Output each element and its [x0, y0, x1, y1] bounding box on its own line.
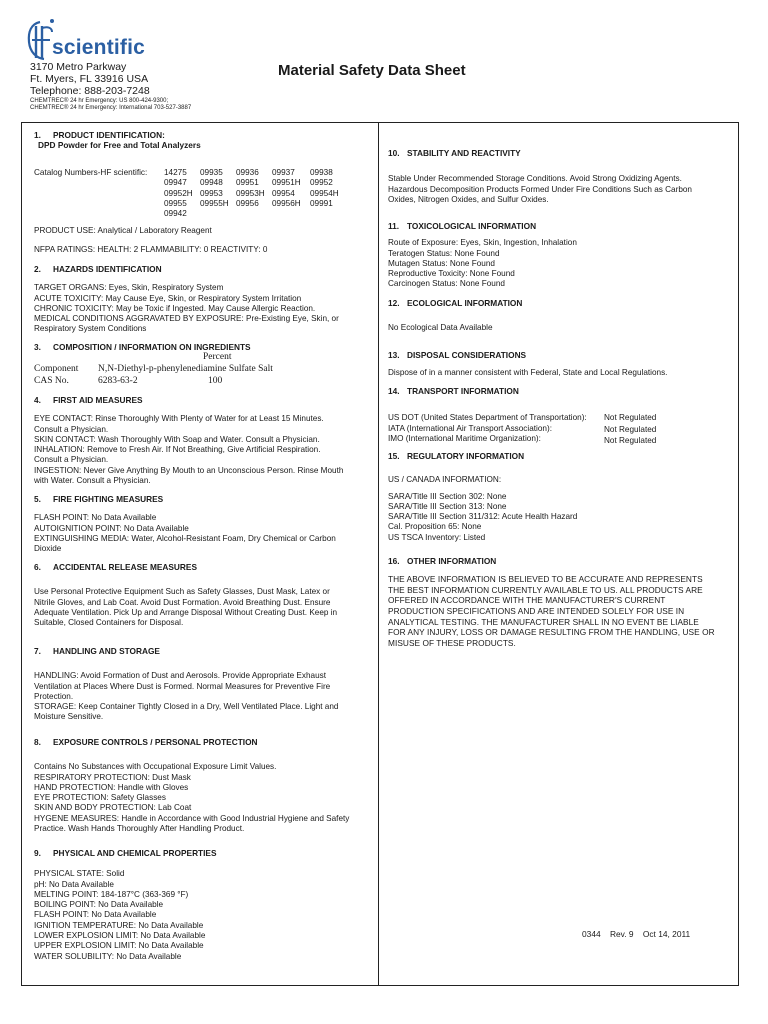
section-heading: 8. EXPOSURE CONTROLS / PERSONAL PROTECTION: [34, 737, 258, 747]
text-line: Stable Under Recommended Storage Conditions. Avoid Strong Oxidizing Agents.: [388, 174, 682, 184]
text-line: SARA/Title III Section 313: None: [388, 501, 507, 511]
text-line: Oxides, Nitrogen Oxides, and Sulfur Oxides.: [388, 194, 549, 204]
section-heading: 3. COMPOSITION / INFORMATION ON INGREDIENTS: [34, 342, 251, 352]
section-7: [34, 646, 372, 723]
chemtrec-us: CHEMTREC® 24 hr Emergency: US 800-424-9300;: [30, 98, 169, 104]
text-line: Consult a Physician.: [34, 455, 109, 465]
text-line: THE ABOVE INFORMATION IS BELIEVED TO BE ACCURATE AND REPRESENTS: [388, 574, 703, 585]
text-line: EXTINGUISHING MEDIA: Water, Alcohol-Resistant Foam, Dry Chemical or Carbon: [34, 533, 336, 543]
section-heading: 15. REGULATORY INFORMATION: [388, 451, 525, 461]
text-line: Consult a Physician.: [34, 424, 109, 434]
section-14: [388, 386, 730, 396]
text-line: INGESTION: Never Give Anything By Mouth to an Unconscious Person. Rinse Mouth: [34, 465, 344, 475]
text-line: Suitable, Closed Containers for Disposal.: [34, 618, 184, 628]
section-8: [34, 737, 372, 834]
catalog-row: 09955 09955H 09956 09956H 09991: [164, 198, 333, 208]
section-heading: 9. PHYSICAL AND CHEMICAL PROPERTIES: [34, 848, 217, 858]
text-line: Dioxide: [34, 544, 62, 554]
text-line: AUTOIGNITION POINT: No Data Available: [34, 523, 189, 533]
cas-value: 6283-63-2: [98, 376, 138, 386]
text-line: ACUTE TOXICITY: May Cause Eye, Skin, or Respiratory System Irritation: [34, 293, 302, 303]
text-line: PHYSICAL STATE: Solid: [34, 869, 125, 879]
percent-header: Percent: [203, 352, 232, 362]
text-line: US TSCA Inventory: Listed: [388, 532, 486, 542]
text-line: Ventilation at Places Where Dust is Formed. Normal Measures for Preventive Fire: [34, 681, 331, 691]
text-line: Mutagen Status: None Found: [388, 258, 495, 268]
section-heading: 11. TOXICOLOGICAL INFORMATION: [388, 221, 537, 231]
catalog-row: 09952H 09953 09953H 09954 09954H: [164, 188, 339, 198]
section-heading: 6. ACCIDENTAL RELEASE MEASURES: [34, 562, 197, 572]
catalog-row: 09942: [164, 209, 187, 219]
catalog-numbers: [164, 168, 346, 219]
text-line: EYE PROTECTION: Safety Glasses: [34, 793, 166, 803]
telephone: Telephone: 888-203-7248: [30, 85, 150, 97]
section-heading: 10. STABILITY AND REACTIVITY: [388, 148, 521, 158]
text-line: with Water. Consult a Physician.: [34, 476, 151, 486]
text-line: Route of Exposure: Eyes, Skin, Ingestion, Inhalation: [388, 238, 577, 248]
cas-label: CAS No.: [34, 376, 69, 386]
text-line: Cal. Proposition 65: None: [388, 522, 482, 532]
text-line: Reproductive Toxicity: None Found: [388, 269, 515, 279]
component-label: Component: [34, 364, 79, 374]
section-1: [34, 130, 372, 151]
text-line: WATER SOLUBILITY: No Data Available: [34, 951, 182, 961]
document-footer: [582, 929, 690, 939]
text-line: CHRONIC TOXICITY: May be Toxic if Ingested. May Cause Allergic Reaction.: [34, 303, 316, 313]
logo-text: scientific: [52, 36, 146, 59]
text-line: SARA/Title III Section 302: None: [388, 491, 507, 501]
catalog-row: 14275 09935 09936 09937 09938: [164, 168, 333, 177]
section-heading: 1. PRODUCT IDENTIFICATION:: [34, 130, 165, 140]
address-line2: Ft. Myers, FL 33916 USA: [30, 73, 149, 85]
text-line: MEDICAL CONDITIONS AGGRAVATED BY EXPOSURE: Pre-Existing Eye, Skin, or: [34, 314, 339, 324]
section-6: [34, 562, 372, 628]
section-heading: 13. DISPOSAL CONSIDERATIONS: [388, 350, 527, 360]
text-line: LOWER EXPLOSION LIMIT: No Data Available: [34, 931, 206, 941]
section-16: [388, 556, 730, 648]
text-line: Teratogen Status: None Found: [388, 248, 500, 258]
section-15: [388, 451, 730, 543]
transport-label: IATA (International Air Transport Association):: [388, 424, 552, 433]
component-value: N,N-Diethyl-p-phenylenediamine Sulfate Salt: [98, 364, 273, 374]
text-line: PRODUCTION SPECIFICATIONS AND ARE INTENDED SOLELY FOR USE IN: [388, 606, 685, 617]
text-line: Carcinogen Status: None Found: [388, 279, 505, 289]
section-12: [388, 298, 730, 334]
text-line: HAND PROTECTION: Handle with Gloves: [34, 782, 189, 792]
text-line: HYGENE MEASURES: Handle in Accordance with Good Industrial Hygiene and Safety: [34, 813, 350, 823]
section-heading: 2. HAZARDS IDENTIFICATION: [34, 264, 162, 274]
product-name: DPD Powder for Free and Total Analyzers: [38, 140, 201, 151]
nfpa-ratings: NFPA RATINGS: HEALTH: 2 FLAMMABILITY: 0 REACTIVITY: 0: [34, 245, 268, 254]
text-line: FLASH POINT: No Data Available: [34, 513, 157, 523]
section-11: [388, 221, 730, 290]
catalog-label: Catalog Numbers-HF scientific:: [34, 168, 148, 177]
text-line: Practice. Wash Hands Thoroughly After Handling Product.: [34, 824, 245, 834]
section-heading: 16. OTHER INFORMATION: [388, 556, 497, 566]
text-line: UPPER EXPLOSION LIMIT: No Data Available: [34, 941, 204, 951]
section-heading: 7. HANDLING AND STORAGE: [34, 646, 160, 656]
product-use: PRODUCT USE: Analytical / Laboratory Reagent: [34, 226, 212, 235]
address-line1: 3170 Metro Parkway: [30, 61, 127, 73]
text-line: Moisture Sensitive.: [34, 712, 104, 722]
regulatory-intro: US / CANADA INFORMATION:: [388, 475, 502, 485]
text-line: SKIN CONTACT: Wash Thoroughly With Soap and Water. Consult a Physician.: [34, 434, 320, 444]
text-line: ANALYTICAL TESTING. THE MANUFACTURER SHALL IN NO EVENT BE LIABLE: [388, 616, 699, 627]
text-line: Dispose of in a manner consistent with Federal, State and Local Regulations.: [388, 368, 668, 378]
transport-value: Not Regulated: [604, 413, 657, 422]
catalog-row: 09947 09948 09951 09951H 09952: [164, 178, 333, 188]
doc-number: 0344: [582, 929, 601, 939]
section-heading: 4. FIRST AID MEASURES: [34, 395, 143, 405]
text-line: HANDLING: Avoid Formation of Dust and Aerosols. Provide Appropriate Exhaust: [34, 671, 327, 681]
section-heading: 12. ECOLOGICAL INFORMATION: [388, 298, 523, 308]
text-line: EYE CONTACT: Rinse Thoroughly With Plenty of Water for at Least 15 Minutes.: [34, 414, 324, 424]
text-line: TARGET ORGANS: Eyes, Skin, Respiratory System: [34, 283, 224, 293]
text-line: Protection.: [34, 691, 74, 701]
section-10: [388, 148, 730, 205]
text-line: OFFERED IN ACCORDANCE WITH THE MANUFACTURER'S CURRENT: [388, 595, 666, 606]
text-line: Contains No Substances with Occupational Exposure Limit Values.: [34, 762, 277, 772]
column-divider: [378, 123, 379, 985]
text-line: RESPIRATORY PROTECTION: Dust Mask: [34, 772, 191, 782]
section-3: [34, 342, 372, 352]
text-line: SKIN AND BODY PROTECTION: Lab Coat: [34, 803, 192, 813]
text-line: BOILING POINT: No Data Available: [34, 900, 164, 910]
text-line: THE BEST INFORMATION CURRENTLY AVAILABLE TO US. ALL PRODUCTS ARE: [388, 584, 703, 595]
transport-label: US DOT (United States Department of Transportation):: [388, 413, 587, 422]
text-line: Hazardous Decomposition Products Formed Under Fire Conditions Such as Carbon: [388, 184, 692, 194]
document-title: Material Safety Data Sheet: [278, 62, 466, 79]
text-line: FLASH POINT: No Data Available: [34, 910, 157, 920]
revision: Rev. 9: [609, 929, 634, 939]
transport-label: IMO (International Maritime Organization):: [388, 434, 541, 443]
section-2: [34, 264, 372, 335]
percent-value: 100: [208, 376, 223, 386]
chemtrec-intl: CHEMTREC® 24 hr Emergency: International 703-527-3887: [30, 105, 192, 111]
section-4: [34, 395, 372, 486]
text-line: IGNITION TEMPERATURE: No Data Available: [34, 920, 204, 930]
revision-date: Oct 14, 2011: [642, 929, 691, 939]
text-line: Nitrile Gloves, and Lab Coat. Avoid Dust Formation. Avoid Breathing Dust. Ensure: [34, 597, 331, 607]
text-line: MELTING POINT: 184-187°C (363-369 °F): [34, 889, 189, 899]
text-line: STORAGE: Keep Container Tightly Closed in a Dry, Well Ventilated Place. Light and: [34, 702, 339, 712]
section-heading: 14. TRANSPORT INFORMATION: [388, 386, 519, 396]
section-13: [388, 350, 730, 379]
text-line: pH: No Data Available: [34, 879, 114, 889]
section-5: [34, 494, 372, 554]
transport-value: Not Regulated: [604, 436, 657, 445]
text-line: Adequate Ventilation. Pick Up and Arrange Disposal Without Creating Dust. Keep in: [34, 607, 338, 617]
transport-value: Not Regulated: [604, 425, 657, 434]
text-line: No Ecological Data Available: [388, 323, 493, 333]
text-line: FOR ANY INJURY, LOSS OR DAMAGE RESULTING FROM THE HANDLING, USE OR: [388, 627, 715, 638]
text-line: SARA/Title III Section 311/312: Acute Health Hazard: [388, 512, 578, 522]
text-line: Respiratory System Conditions: [34, 324, 147, 334]
text-line: Use Personal Protective Equipment Such as Safety Glasses, Dust Mask, Latex or: [34, 587, 330, 597]
section-9: [34, 848, 372, 962]
text-line: INHALATION: Remove to Fresh Air. If Not Breathing, Give Artificial Respiration.: [34, 445, 321, 455]
text-line: MISUSE OF THESE PRODUCTS.: [388, 637, 516, 648]
section-heading: 5. FIRE FIGHTING MEASURES: [34, 494, 164, 504]
